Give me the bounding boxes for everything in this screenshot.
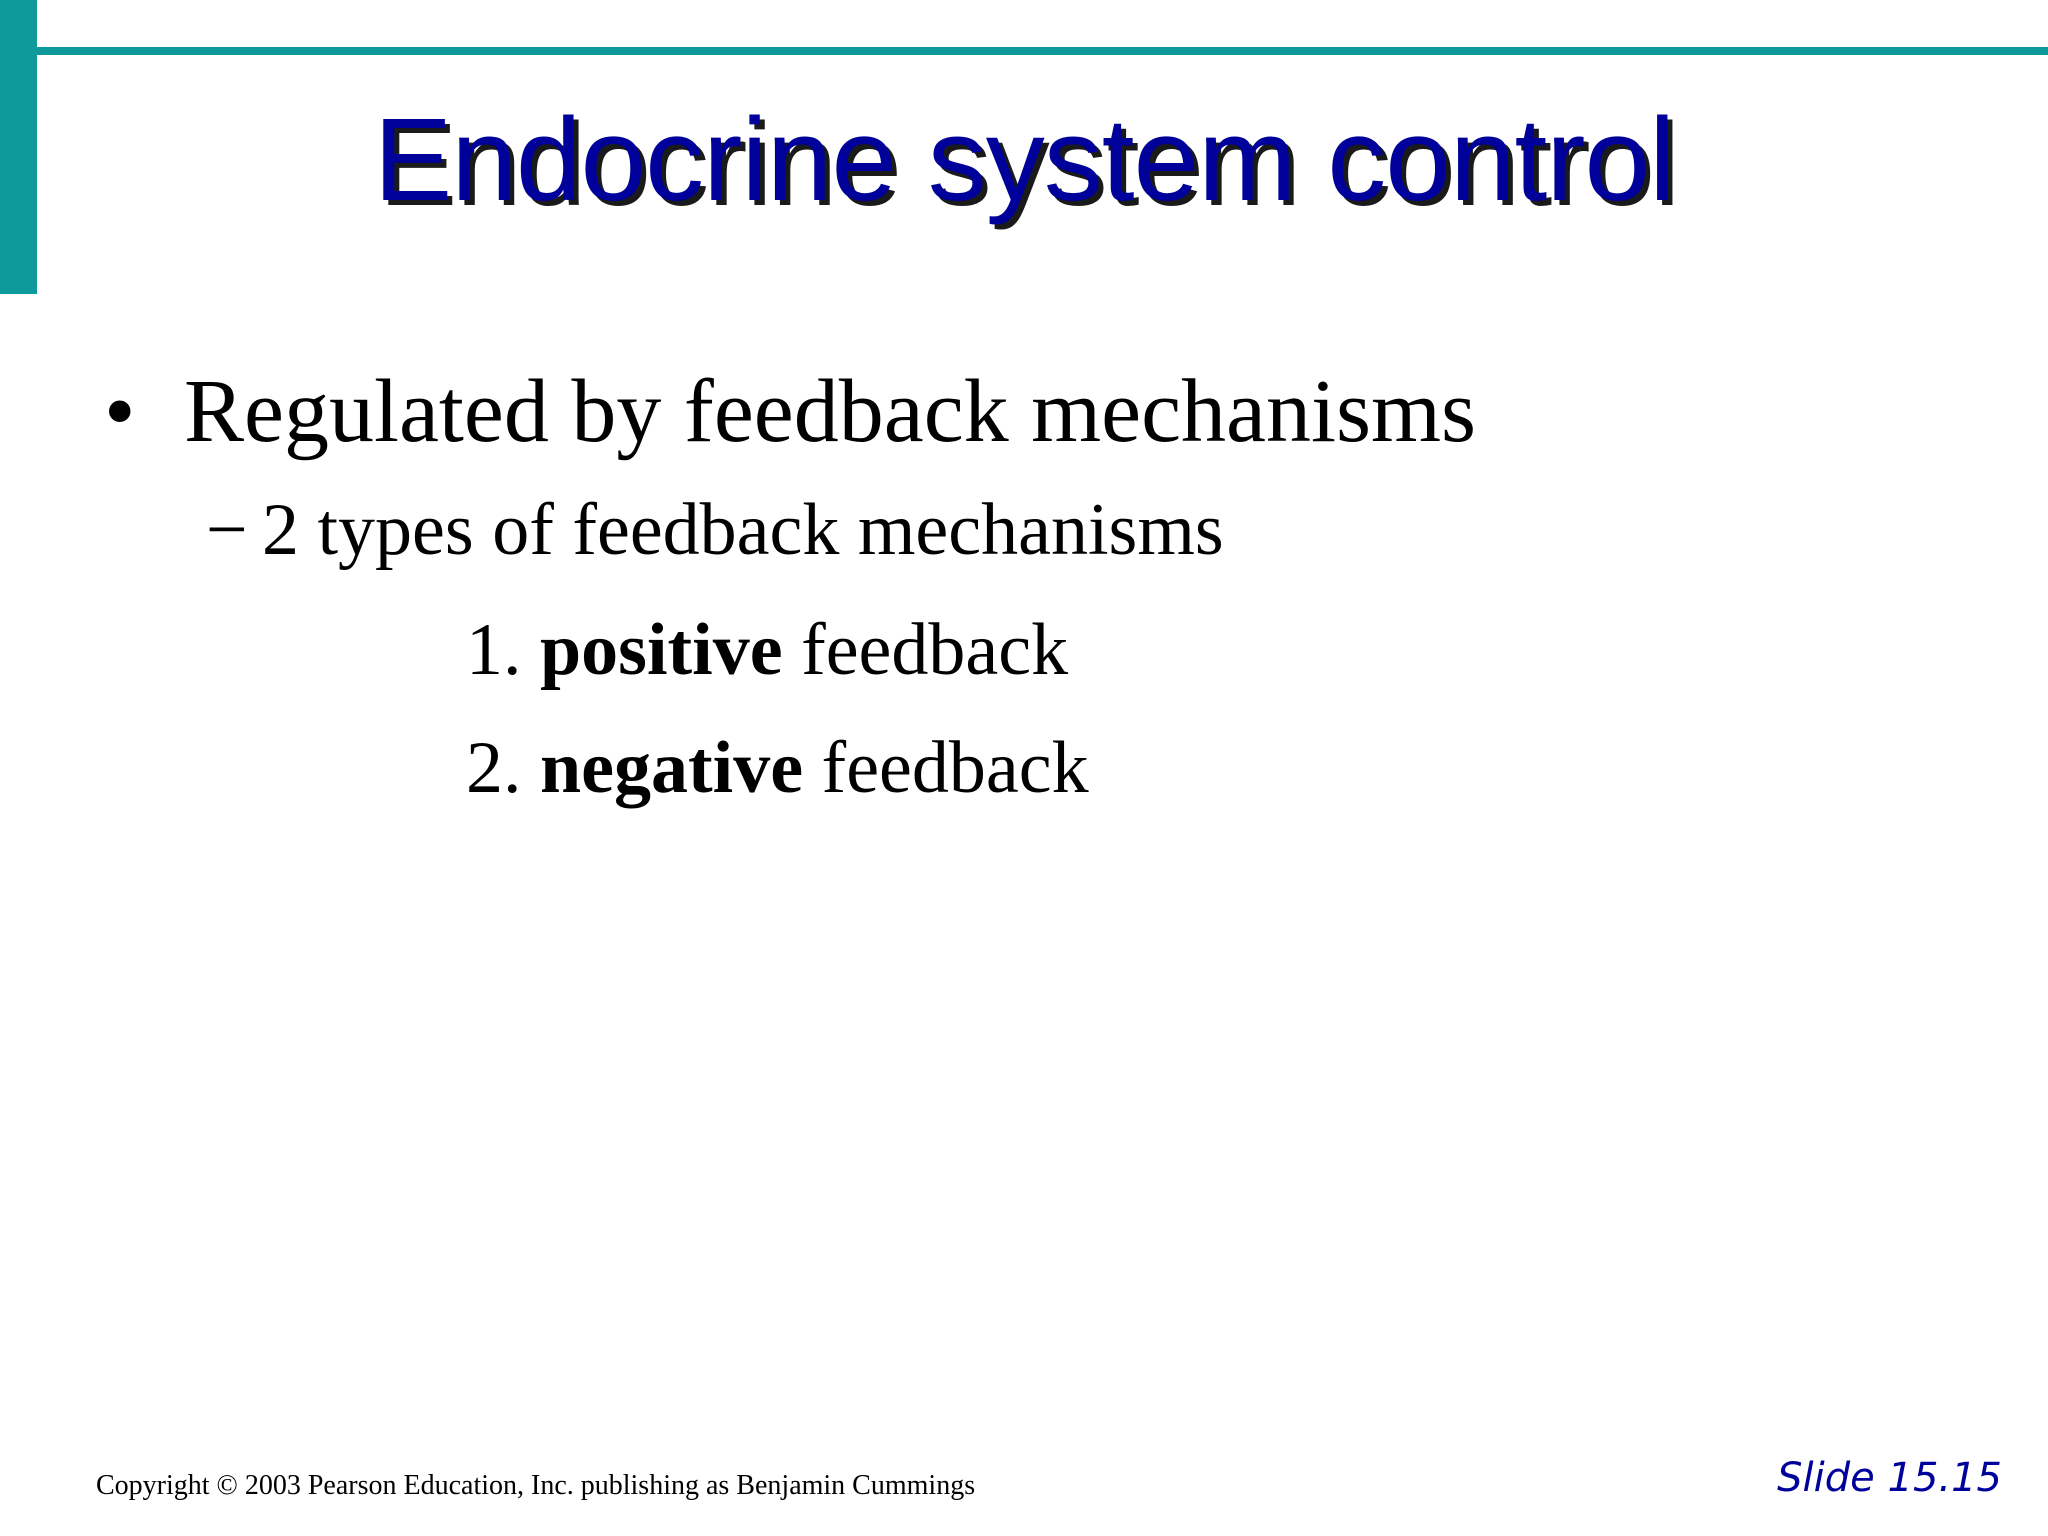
sub-bullet-text: 2 types of feedback mechanisms [262,489,1224,571]
bullet-item-level2 [206,485,1224,575]
numbered-item-negative [466,723,1089,813]
item-bold-term: positive [540,609,783,691]
item-number: 1. [466,609,522,691]
item-rest-text: feedback [821,727,1089,809]
slide-number: Slide 15.15 [1777,1455,2002,1501]
accent-bar-horizontal [37,47,2048,55]
bullet-text: Regulated by feedback mechanisms [184,362,1477,461]
item-rest-text: feedback [801,609,1069,691]
dash-marker: − [206,489,248,571]
numbered-item-positive [466,605,1068,695]
slide-title: Endocrine system control [373,94,1675,226]
bullet-marker: • [104,362,136,461]
bullet-item-level1 [104,362,1476,462]
copyright-notice: Copyright © 2003 Pearson Education, Inc. publishing as Benjamin Cummings [96,1470,976,1501]
item-bold-term: negative [540,727,804,809]
item-number: 2. [466,727,522,809]
